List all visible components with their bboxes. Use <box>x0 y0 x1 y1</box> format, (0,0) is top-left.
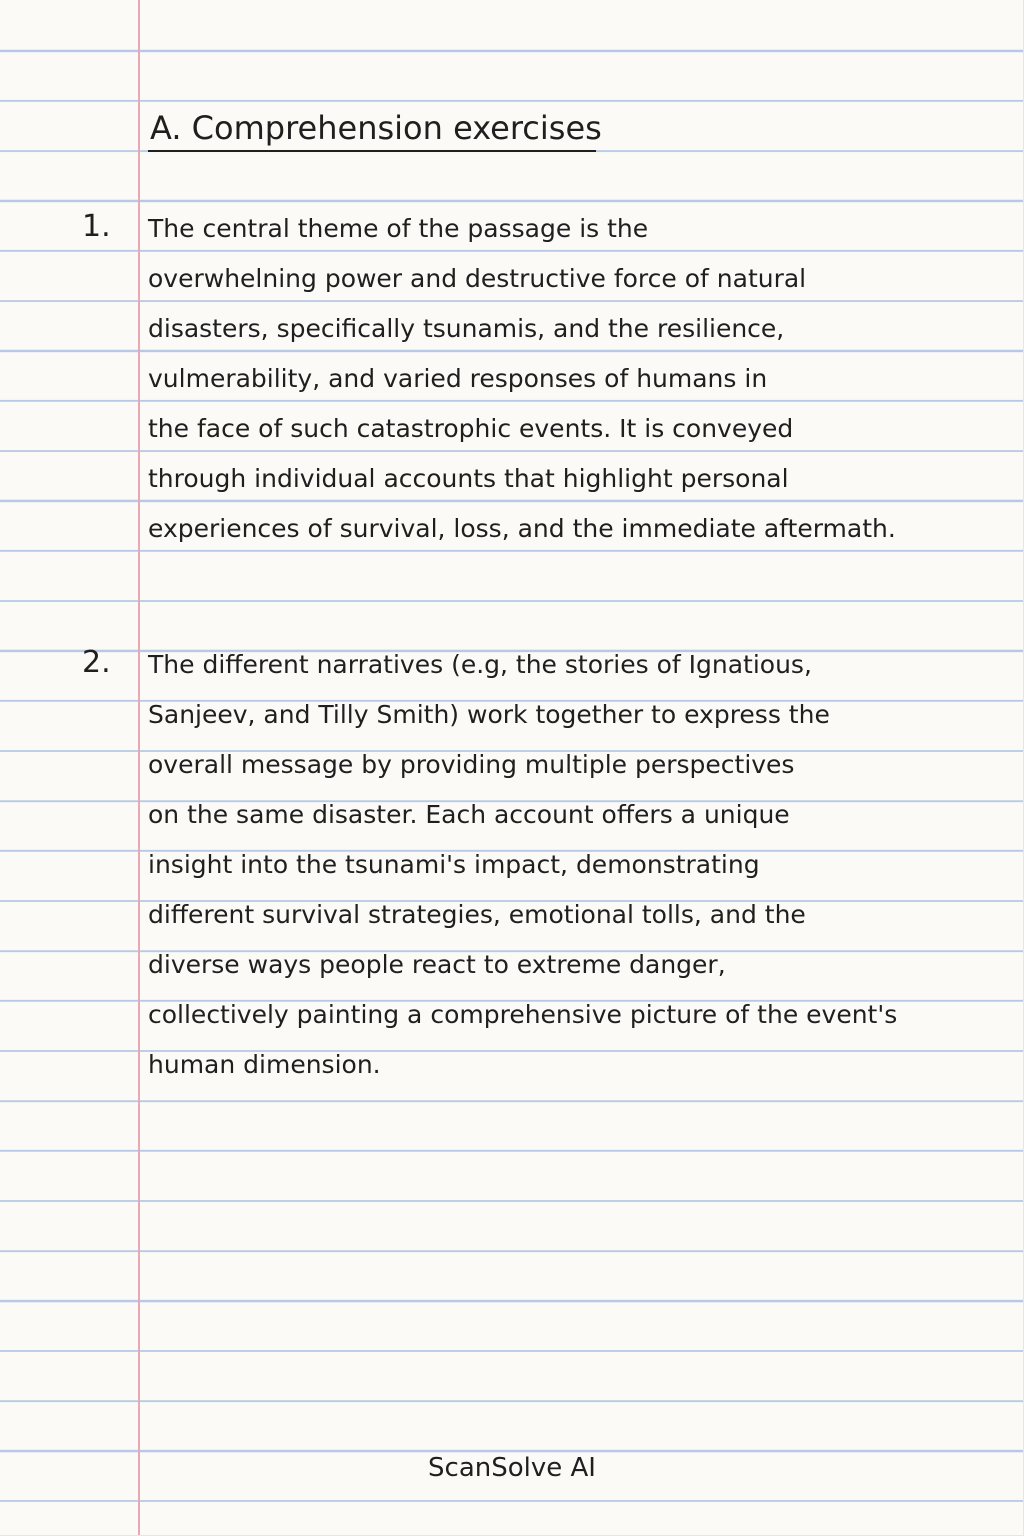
title-underline <box>148 150 596 152</box>
answer-line: vulmerability, and varied responses of humans in <box>148 364 768 393</box>
answer-line: Sanjeev, and Tilly Smith) work together to express the <box>148 700 830 729</box>
answer-line: through individual accounts that highlight personal <box>148 464 789 493</box>
answer-line: disasters, specifically tsunamis, and the resilience, <box>148 314 785 343</box>
answer-line: different survival strategies, emotional tolls, and the <box>148 900 806 929</box>
answer-line: overall message by providing multiple perspectives <box>148 750 795 779</box>
answer-line: The different narratives (e.g, the stories of Ignatious, <box>148 650 812 679</box>
answer-line: diverse ways people react to extreme danger, <box>148 950 726 979</box>
answer-line: overwhelning power and destructive force of natural <box>148 264 807 293</box>
answer-line: The central theme of the passage is the <box>148 214 649 243</box>
answer-line: collectively painting a comprehensive picture of the event's <box>148 1000 898 1029</box>
answer-line: on the same disaster. Each account offers a unique <box>148 800 790 829</box>
answer-paragraph-1 <box>148 204 968 554</box>
margin-line <box>138 0 140 1536</box>
answer-line: human dimension. <box>148 1050 381 1079</box>
footer-signature: ScanSolve AI <box>428 1453 596 1483</box>
page-title: A. Comprehension exercises <box>150 109 602 147</box>
answer-line: experiences of survival, loss, and the immediate aftermath. <box>148 514 896 543</box>
item-number-1: 1. <box>82 209 111 244</box>
item-number-2: 2. <box>82 645 111 680</box>
answer-line: the face of such catastrophic events. It is conveyed <box>148 414 794 443</box>
answer-paragraph-2 <box>148 640 968 1090</box>
answer-line: insight into the tsunami's impact, demonstrating <box>148 850 760 879</box>
